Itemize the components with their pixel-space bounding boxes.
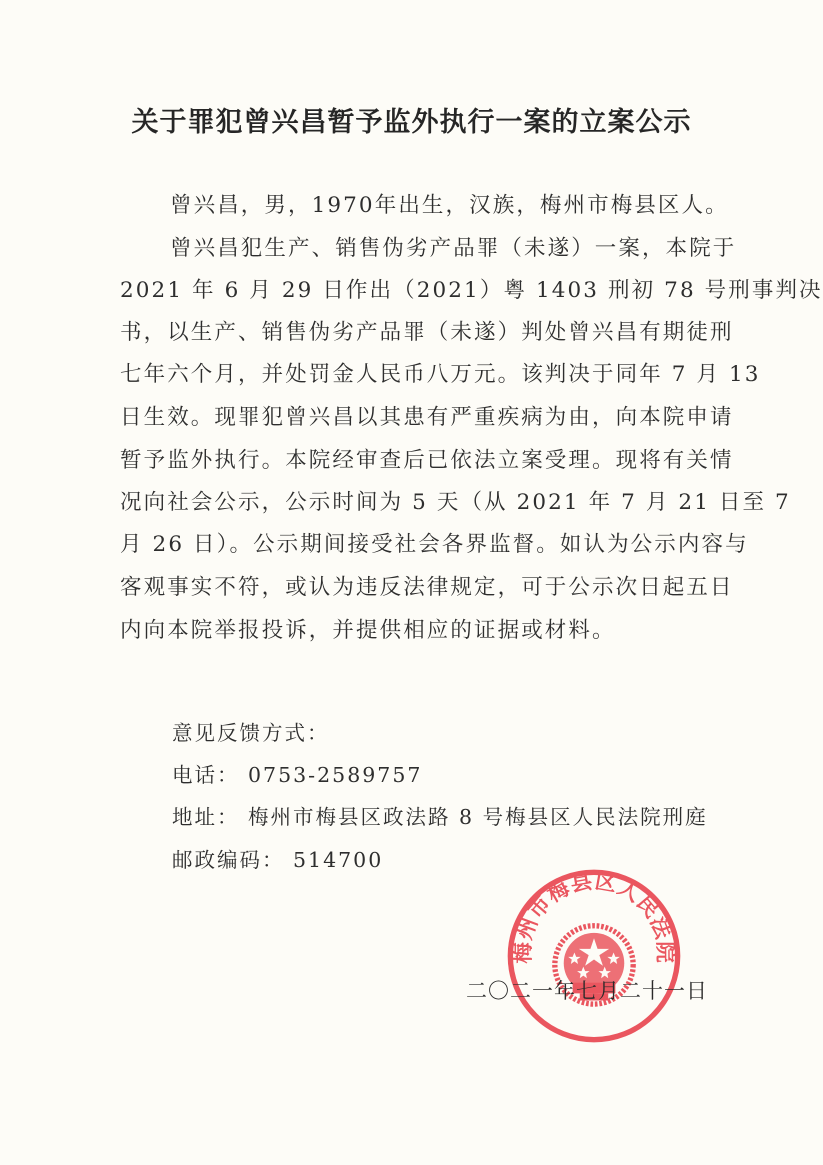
paragraph-personal-info: 曾兴昌，男，1970年出生，汉族，梅州市梅县区人。: [170, 193, 729, 218]
paragraph-line: 客观事实不符，或认为违反法律规定，可于公示次日起五日: [120, 575, 734, 600]
document-title: 关于罪犯曾兴昌暂予监外执行一案的立案公示: [131, 107, 692, 138]
feedback-phone: 电话： 0753-2589757: [172, 763, 423, 787]
svg-text:梅州市梅县区人民法院: 梅州市梅县区人民法院: [510, 868, 678, 964]
paragraph-line: 日生效。现罪犯曾兴昌以其患有严重疾病为由，向本院申请: [120, 405, 734, 430]
paragraph-line: 况向社会公示，公示时间为 5 天（从 2021 年 7 月 21 日至 7: [120, 490, 791, 515]
feedback-address: 地址： 梅州市梅县区政法路 8 号梅县区人民法院刑庭: [172, 805, 708, 829]
paragraph-line: 七年六个月，并处罚金人民币八万元。该判决于同年 7 月 13: [120, 362, 761, 387]
feedback-postcode: 邮政编码： 514700: [172, 848, 384, 872]
paragraph-line: 曾兴昌犯生产、销售伪劣产品罪（未遂）一案，本院于: [170, 236, 737, 261]
paragraph-line: 月 26 日）。公示期间接受社会各界监督。如认为公示内容与: [120, 532, 749, 557]
court-seal-icon: [505, 867, 683, 1045]
paragraph-line: 内向本院举报投诉，并提供相应的证据或材料。: [120, 618, 616, 643]
paragraph-line: 2021 年 6 月 29 日作出（2021）粤 1403 刑初 78 号刑事判决: [120, 278, 823, 303]
feedback-heading: 意见反馈方式：: [172, 721, 330, 745]
paragraph-line: 书，以生产、销售伪劣产品罪（未遂）判处曾兴昌有期徒刑: [120, 320, 734, 345]
issue-date: 二〇二一年七月二十一日: [466, 979, 708, 1003]
paragraph-line: 暂予监外执行。本院经审查后已依法立案受理。现将有关情: [120, 448, 734, 473]
